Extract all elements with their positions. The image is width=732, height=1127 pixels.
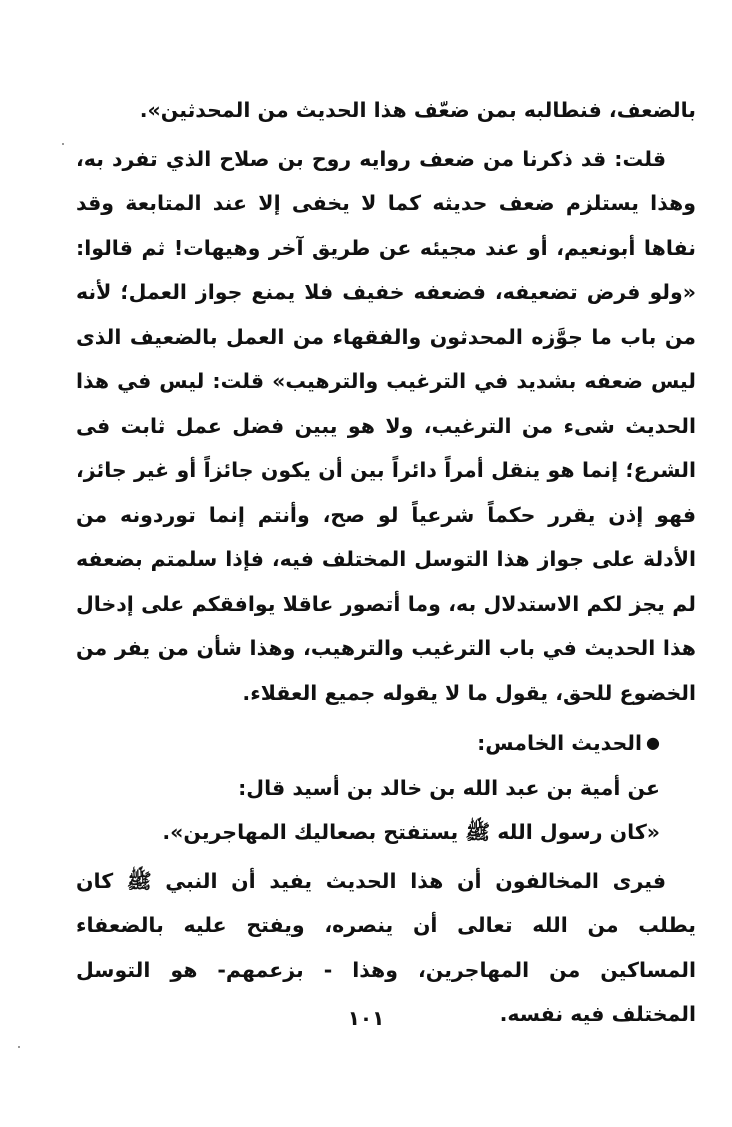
bullet-icon: ● — [646, 733, 660, 752]
scan-speck — [18, 1046, 20, 1048]
hadith-chain-line: عن أمية بن عبد الله بن خالد بن أسيد قال: — [238, 775, 660, 800]
section-heading — [76, 721, 696, 766]
paragraph-opponents-view: فيرى المخالفون أن هذا الحديث يفيد أن النبي ﷺ كان يطلب من الله تعالى أن ينصره، ويفتح عليه بالضعفاء المساكين من المهاجرين، وهذا - بزعمهم- هو التوسل المختلف فيه نفسه. — [76, 868, 696, 1026]
section-heading-text: الحديث الخامس: — [477, 731, 643, 755]
paragraph-continuation: بالضعف، فنطالبه بمن ضعّف هذا الحديث من المحدثين». — [139, 98, 696, 122]
page-body-text — [76, 88, 696, 1037]
scan-speck — [62, 143, 64, 145]
page-number: ١٠١ — [347, 1006, 385, 1030]
hadith-text-line: «كان رسول الله ﷺ يستفتح بصعاليك المهاجرين». — [162, 820, 660, 844]
paragraph-main-argument: قلت: قد ذكرنا من ضعف روايه روح بن صلاح الذي تفرد به، وهذا يستلزم ضعف حديثه كما لا يخفى إلا عند المتابعة وقد نفاها أبونعيم، أو عند مجيئه عن طريق آخر وهيهات! ثم قالوا: «ولو فرض تضعيفه، فضعفه خفيف فلا يمنع جواز العمل؛ لأنه من باب ما جوَّزه المحدثون والفقهاء من العمل بالضعيف الذى ليس ضعفه بشديد في الترغيب والترهيب» قلت: ليس في هذا الحديث شىء من الترغيب، ولا هو يبين فضل عمل ثابت فى الشرع؛ إنما هو ينقل أمراً دائراً بين أن يكون جائزاً أو غير جائز، فهو إذن يقرر حكماً شرعياً لو صح، وأنتم إنما توردونه من الأدلة على جواز هذا التوسل المختلف فيه، فإذا سلمتم بضعفه لم يجز لكم الاستدلال به، وما أتصور عاقلا يوافقكم على إدخال هذا الحديث في باب الترغيب والترهيب، وهذا شأن من يفر من الخضوع للحق، يقول ما لا يقوله جميع العقلاء. — [76, 146, 696, 705]
